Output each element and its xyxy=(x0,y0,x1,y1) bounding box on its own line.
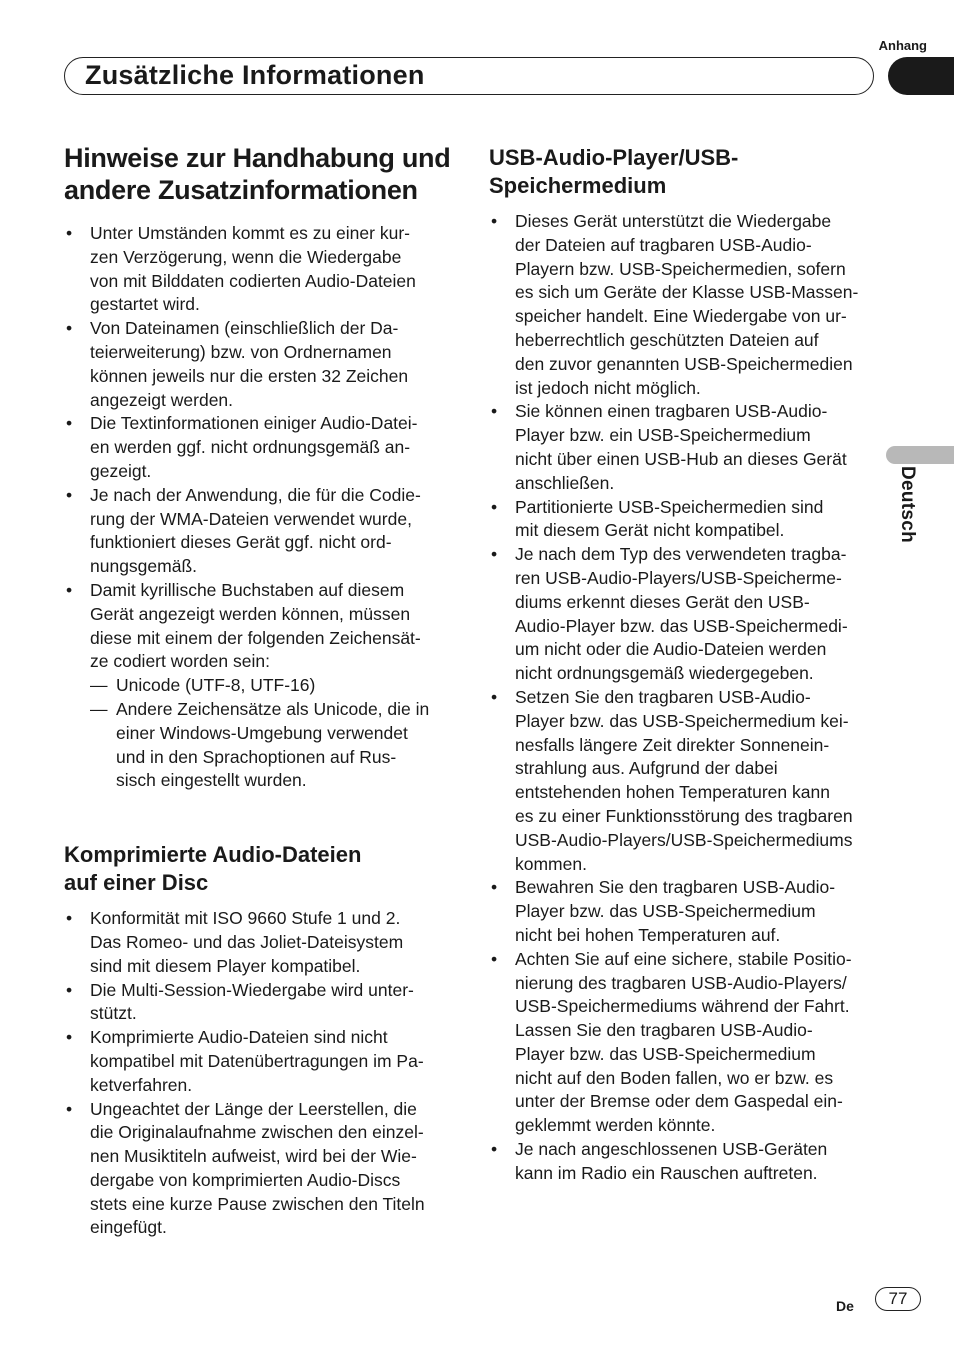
list-item: — Andere Zeichensätze als Unicode, die in einer Windows-Umgebung verwendet und in den Sprachoptionen auf Rus- sisch eingestellt wurden. xyxy=(90,698,459,793)
list-item: • Je nach dem Typ des verwendeten tragba- ren USB-Audio-Players/USB-Speicherme- diums erkennt dieses Gerät den USB- Audio-Player bzw. das USB-Speichermedi- um nicht oder die Audio-Dateien werden nicht ordnungsgemäß wiedergegeben. xyxy=(489,543,881,686)
list-item: • Je nach der Anwendung, die für die Codie- rung der WMA-Dateien verwendet wurde, funktioniert dieses Gerät ggf. nicht ord- nungsgemäß. xyxy=(64,484,459,579)
page-title: Zusätzliche Informationen xyxy=(85,60,425,90)
list-item: • Sie können einen tragbaren USB-Audio- Player bzw. ein USB-Speichermedium nicht über einen USB-Hub an dieses Gerät anschließen. xyxy=(489,400,881,495)
list-item: — Unicode (UTF-8, UTF-16) xyxy=(90,674,459,698)
list-item: • Damit kyrillische Buchstaben auf diesem Gerät angezeigt werden können, müssen diese mit einem der folgenden Zeichensät- ze codiert worden sein: xyxy=(64,579,459,674)
right-column xyxy=(489,142,881,1186)
section-label: Anhang xyxy=(878,38,927,53)
chapter-tab xyxy=(888,57,954,95)
list-item: • Achten Sie auf eine sichere, stabile Positio- nierung des tragbaren USB-Audio-Players/ USB-Speichermediums während der Fahrt. Lassen Sie den tragbaren USB-Audio- Player bzw. das USB-Speichermedium nicht auf den Boden fallen, wo er bzw. es unter der Bremse oder dem Gaspedal ein- geklemmt werden könnte. xyxy=(489,948,881,1138)
left-column xyxy=(64,142,459,1240)
list-item: • Die Textinformationen einiger Audio-Datei- en werden ggf. nicht ordnungsgemäß an- gezeigt. xyxy=(64,412,459,483)
list-item: • Dieses Gerät unterstützt die Wiedergabe der Dateien auf tragbaren USB-Audio- Playern bzw. USB-Speichermedien, sofern es sich um Geräte der Klasse USB-Massen- speicher handelt. Eine Wiedergabe von ur- heberrechtlich geschützten Dateien auf den zuvor genannten USB-Speichermedien ist jedoch nicht möglich. xyxy=(489,210,881,400)
subsection-heading-disc: Komprimierte Audio-Dateien auf einer Disc xyxy=(64,842,362,896)
list-item: • Je nach angeschlossenen USB-Geräten kann im Radio ein Rauschen auftreten. xyxy=(489,1138,881,1186)
charset-list xyxy=(90,674,459,793)
page-number: 77 xyxy=(875,1287,921,1311)
list-item: • Setzen Sie den tragbaren USB-Audio- Player bzw. das USB-Speichermedium kei- nesfalls längere Zeit direkter Sonnenein- strahlung aus. Aufgrund der dabei entstehenden hohen Temperaturen kann es zu einer Funktionsstörung des tragbaren USB-Audio-Players/USB-Speichermediums kommen. xyxy=(489,686,881,876)
list-item: • Partitionierte USB-Speichermedien sind mit diesem Gerät nicht kompatibel. xyxy=(489,496,881,544)
list-item: • Von Dateinamen (einschließlich der Da- teierweiterung) bzw. von Ordnernamen können jeweils nur die ersten 32 Zeichen angezeigt werden. xyxy=(64,317,459,412)
language-tab xyxy=(886,446,954,464)
list-item: • Ungeachtet der Länge der Leerstellen, die die Originalaufnahme zwischen den einzel- nen Musiktiteln aufweist, wird bei der Wie- dergabe von komprimierten Audio-Discs stets eine kurze Pause zwischen den Titeln eingefügt. xyxy=(64,1098,459,1241)
list-item: • Konformität mit ISO 9660 Stufe 1 und 2. Das Romeo- und das Joliet-Dateisystem sind mit diesem Player kompatibel. xyxy=(64,907,459,978)
list-item: • Die Multi-Session-Wiedergabe wird unter- stützt. xyxy=(64,979,459,1027)
list-item: • Unter Umständen kommt es zu einer kur- zen Verzögerung, wenn die Wiedergabe von mit Bilddaten codierten Audio-Dateien gestartet wird. xyxy=(64,222,459,317)
subsection-heading-usb: USB-Audio-Player/USB- Speichermedium xyxy=(489,145,739,198)
header-bar xyxy=(64,57,874,95)
language-label: Deutsch xyxy=(897,466,918,544)
list-item: • Bewahren Sie den tragbaren USB-Audio- Player bzw. das USB-Speichermedium nicht bei hohen Temperaturen auf. xyxy=(489,876,881,947)
disc-notes-list xyxy=(64,907,459,1240)
list-item: • Komprimierte Audio-Dateien sind nicht kompatibel mit Datenübertragungen im Pa- ketverfahren. xyxy=(64,1026,459,1097)
handling-notes-list xyxy=(64,222,459,674)
usb-notes-list xyxy=(489,210,881,1186)
section-heading: Hinweise zur Handhabung und andere Zusatzinformationen xyxy=(64,143,451,205)
footer-language: De xyxy=(836,1298,854,1314)
